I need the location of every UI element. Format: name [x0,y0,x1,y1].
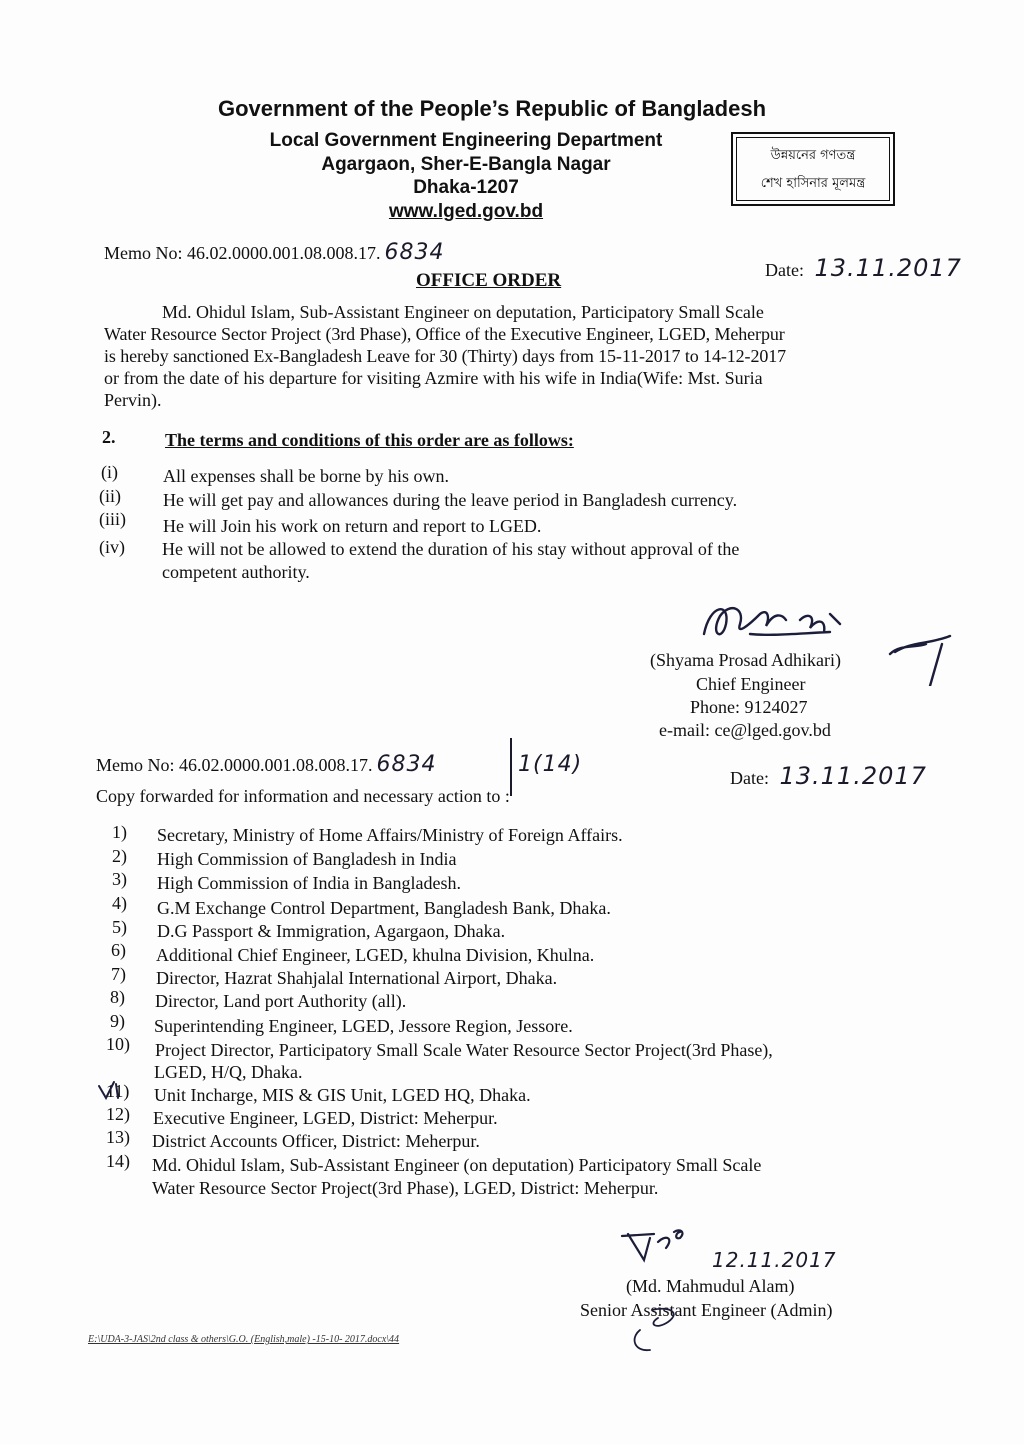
city-line: Dhaka-1207 [413,177,519,198]
list-item: Md. Ohidul Islam, Sub-Assistant Engineer (on deputation) Participatory Small Scale [152,1155,762,1175]
section-number: 2. [102,427,116,447]
admin-scribble [628,1300,692,1356]
order-date [765,254,962,282]
list-item: G.M Exchange Control Department, Bangladesh Bank, Dhaka. [157,898,611,918]
list-num: 10) [106,1034,130,1054]
list-num: 11) [106,1081,130,1101]
copy-date-handwritten: 13.11.2017 [779,762,927,790]
term-text: All expenses shall be borne by his own. [163,466,449,486]
term-num: (ii) [99,486,121,506]
website-link[interactable]: www.lged.gov.bd [388,201,544,222]
para-line-3: is hereby sanctioned Ex-Bangladesh Leave for 30 (Thirty) days from 15-11-2017 to 14-12-2017 [104,346,787,366]
list-item: District Accounts Officer, District: Meherpur. [152,1131,480,1151]
para-line-2: Water Resource Sector Project (3rd Phase), Office of the Executive Engineer, LGED, Meherpur [104,324,785,344]
memo-label: Memo No: 46.02.0000.001.08.008.17. [104,243,381,263]
list-item: D.G Passport & Immigration, Agargaon, Dhaka. [157,921,506,941]
signatory-name: (Shyama Prosad Adhikari) [650,650,841,670]
file-path-footer: E:\UDA-3-JAS\2nd class & others\G.O. (English,male) -15-10- 2017.docx\44 [88,1334,400,1345]
date-handwritten: 13.11.2017 [814,254,962,282]
list-item: Director, Hazrat Shahjalal International Airport, Dhaka. [156,968,558,988]
address-line: Agargaon, Sher-E-Bangla Nagar [321,154,611,175]
copy-intro: Copy forwarded for information and necessary action to : [96,786,510,806]
department-name: Local Government Engineering Department [269,130,663,151]
office-order-title: OFFICE ORDER [416,270,562,291]
para-line-1: Md. Ohidul Islam, Sub-Assistant Engineer on deputation, Participatory Small Scale [162,302,764,322]
term-num: (iv) [99,537,125,557]
copy-date [730,762,927,790]
list-item: Additional Chief Engineer, LGED, khulna Division, Khulna. [156,945,595,965]
list-num: 13) [106,1127,130,1147]
copy-memo-label: Memo No: 46.02.0000.001.08.008.17. [96,755,373,775]
section-title: The terms and conditions of this order are as follows: [165,430,574,450]
list-num: 1) [112,822,127,842]
signatory-title: Chief Engineer [696,674,806,694]
list-num: 14) [106,1151,130,1171]
list-item: Unit Incharge, MIS & GIS Unit, LGED HQ, Dhaka. [154,1085,531,1105]
slogan-box [731,132,895,206]
list-num: 6) [111,940,126,960]
memo-number-handwritten: 6834 [384,240,445,265]
memo-number-line [104,240,445,265]
term-text: He will not be allowed to extend the duration of his stay without approval of the [162,539,740,559]
copy-memo-line [96,752,437,777]
list-item: Director, Land port Authority (all). [155,991,407,1011]
list-item-cont: Water Resource Sector Project(3rd Phase), LGED, District: Meherpur. [152,1178,659,1198]
term-text: He will get pay and allowances during the leave period in Bangladesh currency. [163,490,738,510]
admin-name: (Md. Mahmudul Alam) [626,1276,795,1296]
copy-memo-suffix-handwritten: 1(14) [518,752,583,777]
list-num: 7) [111,964,126,984]
tick-mark [96,1080,136,1102]
chief-engineer-signature [690,594,960,686]
term-num: (iii) [99,509,126,529]
term-num: (i) [101,462,118,482]
list-item: Executive Engineer, LGED, District: Meherpur. [153,1108,498,1128]
admin-date-handwritten: 12.11.2017 [712,1248,837,1272]
term-text: He will Join his work on return and report to LGED. [163,516,542,536]
list-num: 8) [110,987,125,1007]
list-num: 9) [110,1011,125,1031]
term-text-cont: competent authority. [162,562,310,582]
list-item: High Commission of Bangladesh in India [157,849,457,869]
para-line-4: or from the date of his departure for visiting Azmire with his wife in India(Wife: Mst. Suria [104,368,763,388]
list-num: 2) [112,846,127,866]
govt-title: Government of the People’s Republic of Bangladesh [217,96,767,121]
date-label: Date: [765,260,804,280]
signatory-email[interactable]: e-mail: ce@lged.gov.bd [659,720,831,740]
signatory-phone: Phone: 9124027 [690,697,808,717]
copy-date-label: Date: [730,768,769,788]
list-num: 3) [112,869,127,889]
slogan-line-2: শেখ হাসিনার মূলমন্ত্র [760,176,866,191]
para-line-5: Pervin). [104,390,162,410]
list-item-cont: LGED, H/Q, Dhaka. [154,1062,303,1082]
admin-initials-signature [614,1226,694,1270]
copy-memo-number-handwritten: 6834 [376,752,437,777]
list-item: Secretary, Ministry of Home Affairs/Ministry of Foreign Affairs. [157,825,623,845]
list-num: 12) [106,1104,130,1124]
list-item: Project Director, Participatory Small Scale Water Resource Sector Project(3rd Phase), [155,1040,773,1060]
list-item: Superintending Engineer, LGED, Jessore Region, Jessore. [154,1016,573,1036]
slogan-line-1: উন্নয়নের গণতন্ত্র [770,148,856,163]
handwritten-divider [510,738,512,796]
list-num: 5) [112,917,127,937]
list-item: High Commission of India in Bangladesh. [157,873,461,893]
admin-title: Senior Assistant Engineer (Admin) [580,1300,833,1320]
list-num: 4) [112,893,127,913]
